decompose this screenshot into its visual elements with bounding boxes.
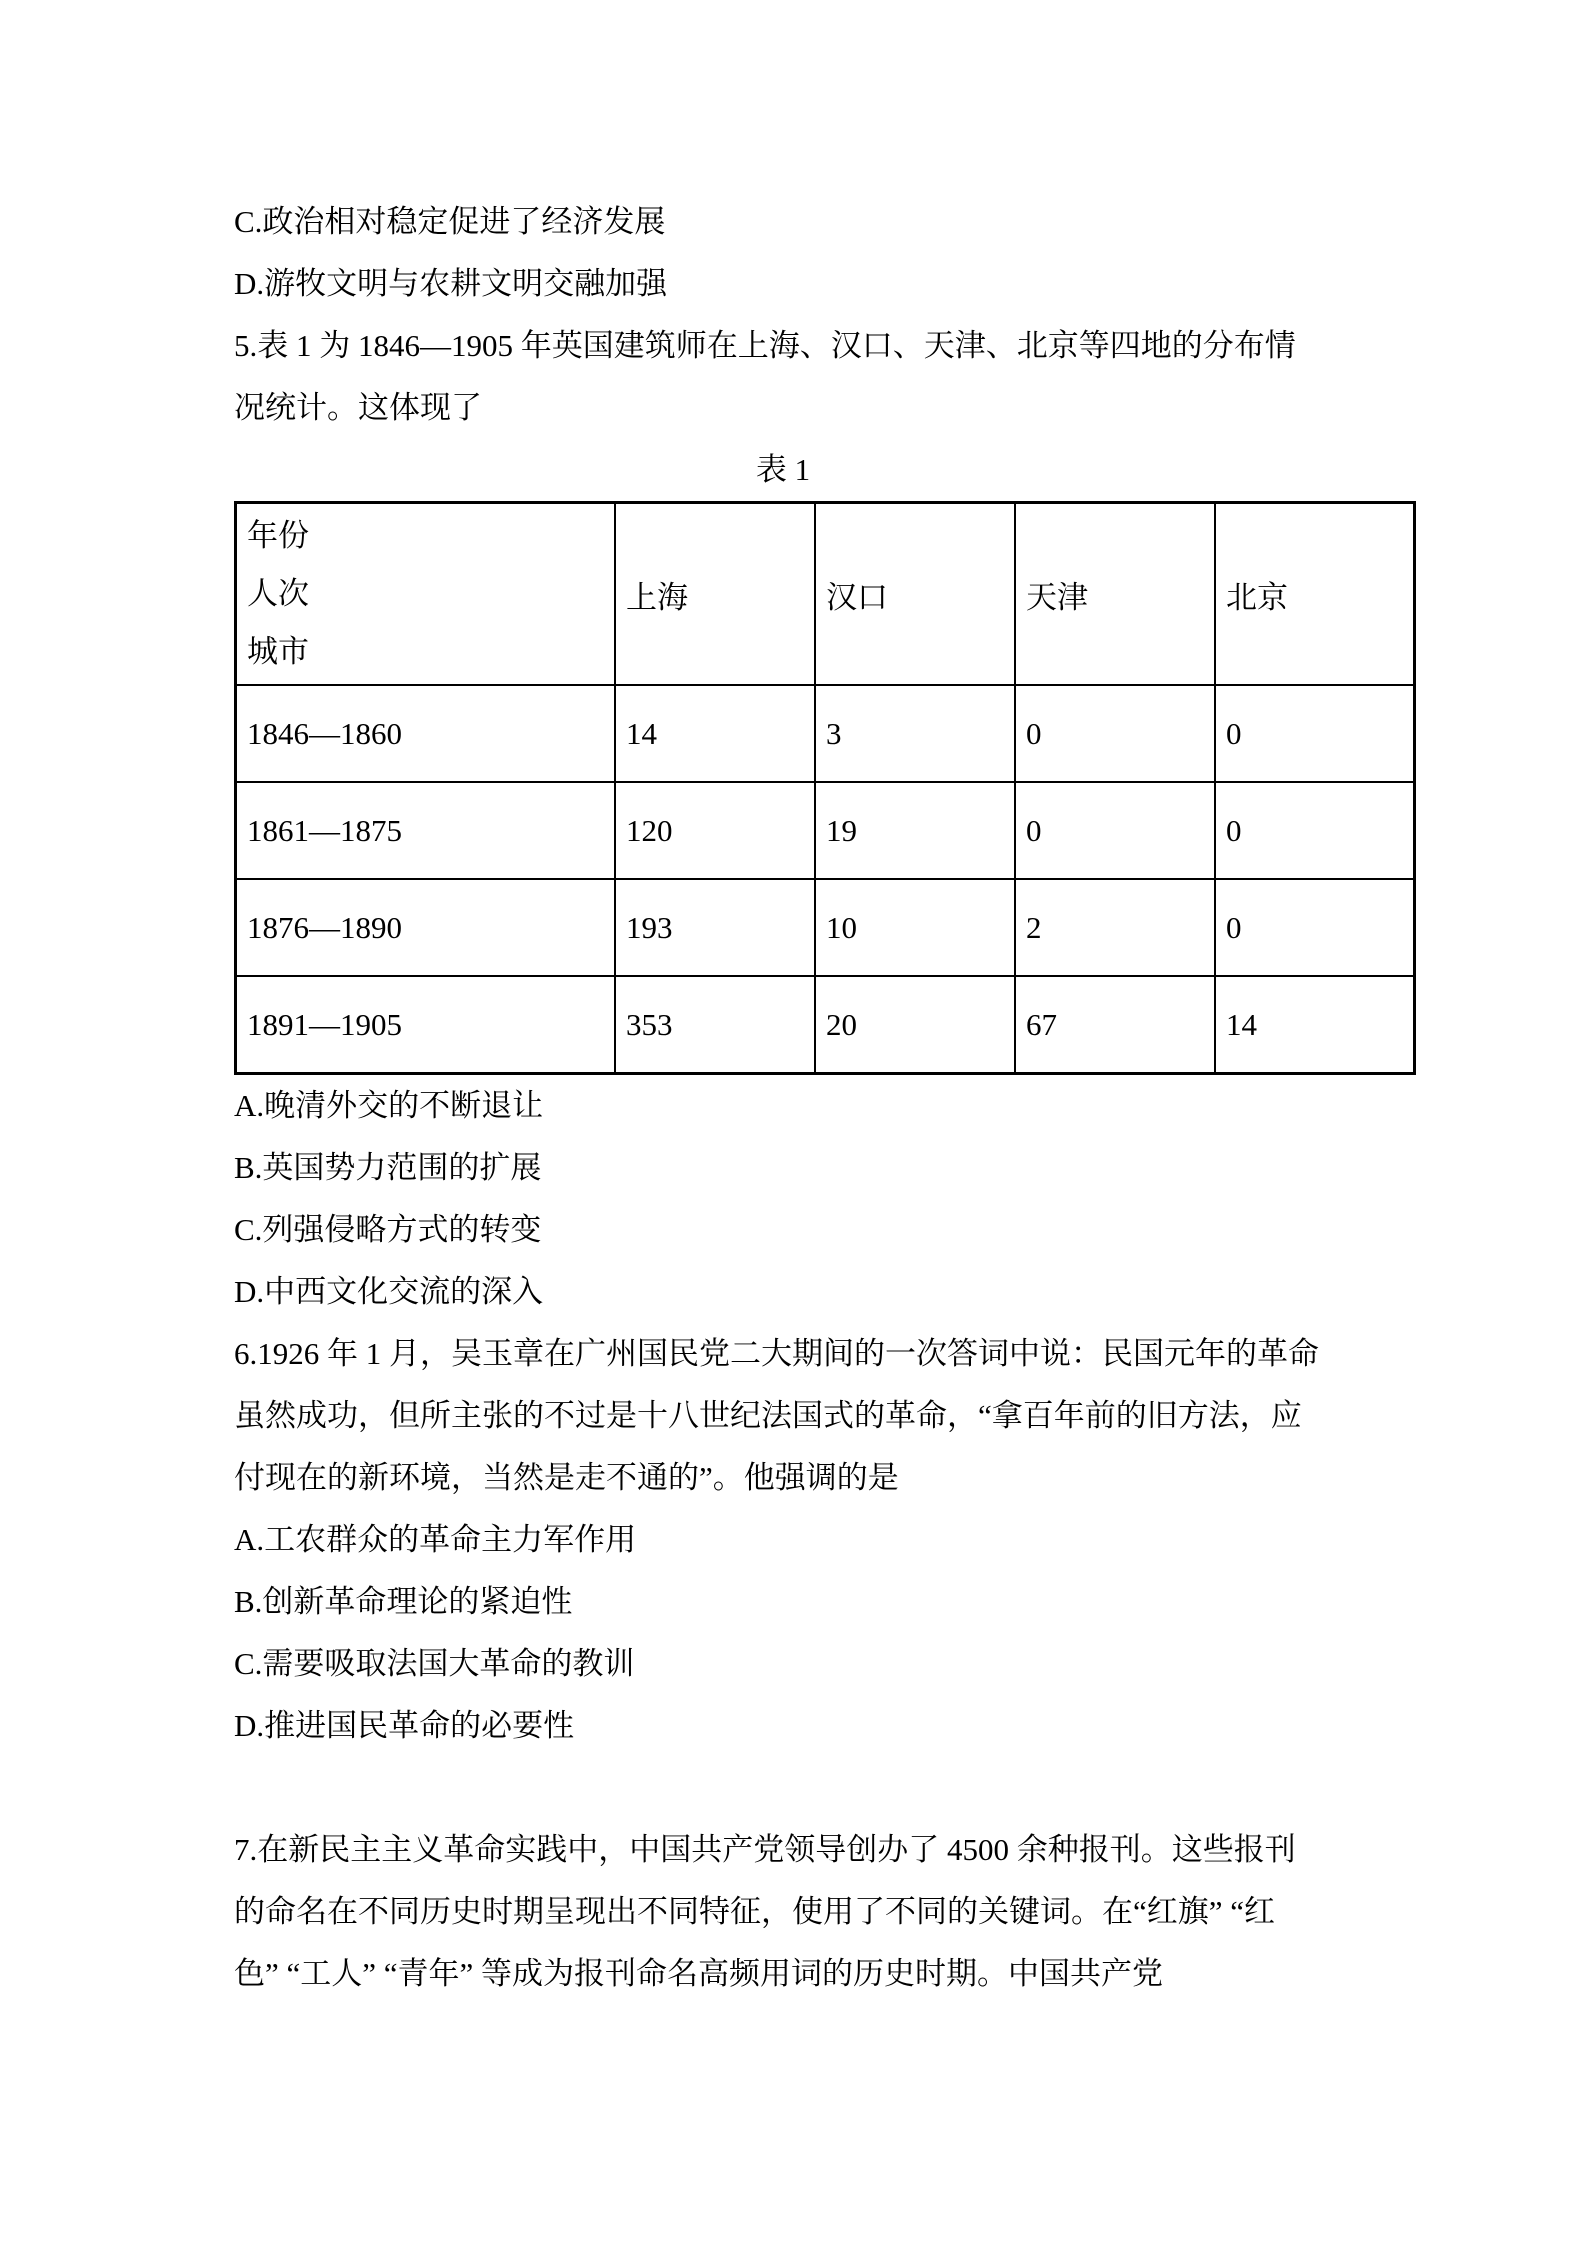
value-cell: 14 <box>615 685 815 782</box>
page-content <box>234 0 1384 2005</box>
value-cell: 353 <box>615 976 815 1074</box>
period-cell: 1861—1875 <box>236 782 616 879</box>
question-7-line: 色” “工人” “青年” 等成为报刊命名高频用词的历史时期。中国共产党 <box>234 1956 1164 1991</box>
table-row <box>236 879 1415 976</box>
corner-label-year: 年份 <box>247 518 309 553</box>
column-header: 天津 <box>1015 503 1215 686</box>
table-header-row <box>236 503 1415 686</box>
option-line: B.创新革命理论的紧迫性 <box>234 1584 573 1619</box>
table-row <box>236 782 1415 879</box>
option-line: B.英国势力范围的扩展 <box>234 1150 542 1185</box>
question-6-line: 虽然成功，但所主张的不过是十八世纪法国式的革命，“拿百年前的旧方法，应 <box>234 1398 1302 1433</box>
option-line: C.列强侵略方式的转变 <box>234 1212 542 1247</box>
value-cell: 14 <box>1215 976 1415 1074</box>
value-cell: 10 <box>815 879 1015 976</box>
option-line: D.中西文化交流的深入 <box>234 1274 544 1309</box>
table-row <box>236 976 1415 1074</box>
value-cell: 67 <box>1015 976 1215 1074</box>
column-header: 上海 <box>615 503 815 686</box>
value-cell: 0 <box>1015 685 1215 782</box>
question-7-line: 7.在新民主主义革命实践中，中国共产党领导创办了 4500 余种报刊。这些报刊 <box>234 1832 1296 1867</box>
option-line: A.晚清外交的不断退让 <box>234 1088 544 1123</box>
table-row <box>236 685 1415 782</box>
value-cell: 0 <box>1215 782 1415 879</box>
option-line: D.游牧文明与农耕文明交融加强 <box>234 266 668 301</box>
corner-label-count: 人次 <box>247 576 309 611</box>
option-line: C.政治相对稳定促进了经济发展 <box>234 204 666 239</box>
column-header: 汉口 <box>815 503 1015 686</box>
question-5-line: 况统计。这体现了 <box>234 390 482 425</box>
table-corner-cell <box>236 503 616 686</box>
option-line: C.需要吸取法国大革命的教训 <box>234 1646 635 1681</box>
option-line: D.推进国民革命的必要性 <box>234 1708 575 1743</box>
period-cell: 1891—1905 <box>236 976 616 1074</box>
question-6-line: 付现在的新环境，当然是走不通的”。他强调的是 <box>234 1460 899 1495</box>
value-cell: 193 <box>615 879 815 976</box>
value-cell: 20 <box>815 976 1015 1074</box>
value-cell: 0 <box>1015 782 1215 879</box>
value-cell: 2 <box>1015 879 1215 976</box>
corner-label-city: 城市 <box>247 634 309 669</box>
value-cell: 0 <box>1215 685 1415 782</box>
period-cell: 1846—1860 <box>236 685 616 782</box>
period-cell: 1876—1890 <box>236 879 616 976</box>
question-7-line: 的命名在不同历史时期呈现出不同特征，使用了不同的关键词。在“红旗” “红 <box>234 1894 1276 1929</box>
architect-distribution-table <box>234 501 1416 1075</box>
column-header: 北京 <box>1215 503 1415 686</box>
option-line: A.工农群众的革命主力军作用 <box>234 1522 637 1557</box>
table-caption: 表 1 <box>755 452 811 487</box>
question-6-line: 6.1926 年 1 月，吴玉章在广州国民党二大期间的一次答词中说：民国元年的革命 <box>234 1336 1319 1371</box>
blank-line <box>234 1757 1384 1819</box>
value-cell: 3 <box>815 685 1015 782</box>
value-cell: 19 <box>815 782 1015 879</box>
value-cell: 120 <box>615 782 815 879</box>
question-5-line: 5.表 1 为 1846—1905 年英国建筑师在上海、汉口、天津、北京等四地的分布情 <box>234 328 1296 363</box>
value-cell: 0 <box>1215 879 1415 976</box>
